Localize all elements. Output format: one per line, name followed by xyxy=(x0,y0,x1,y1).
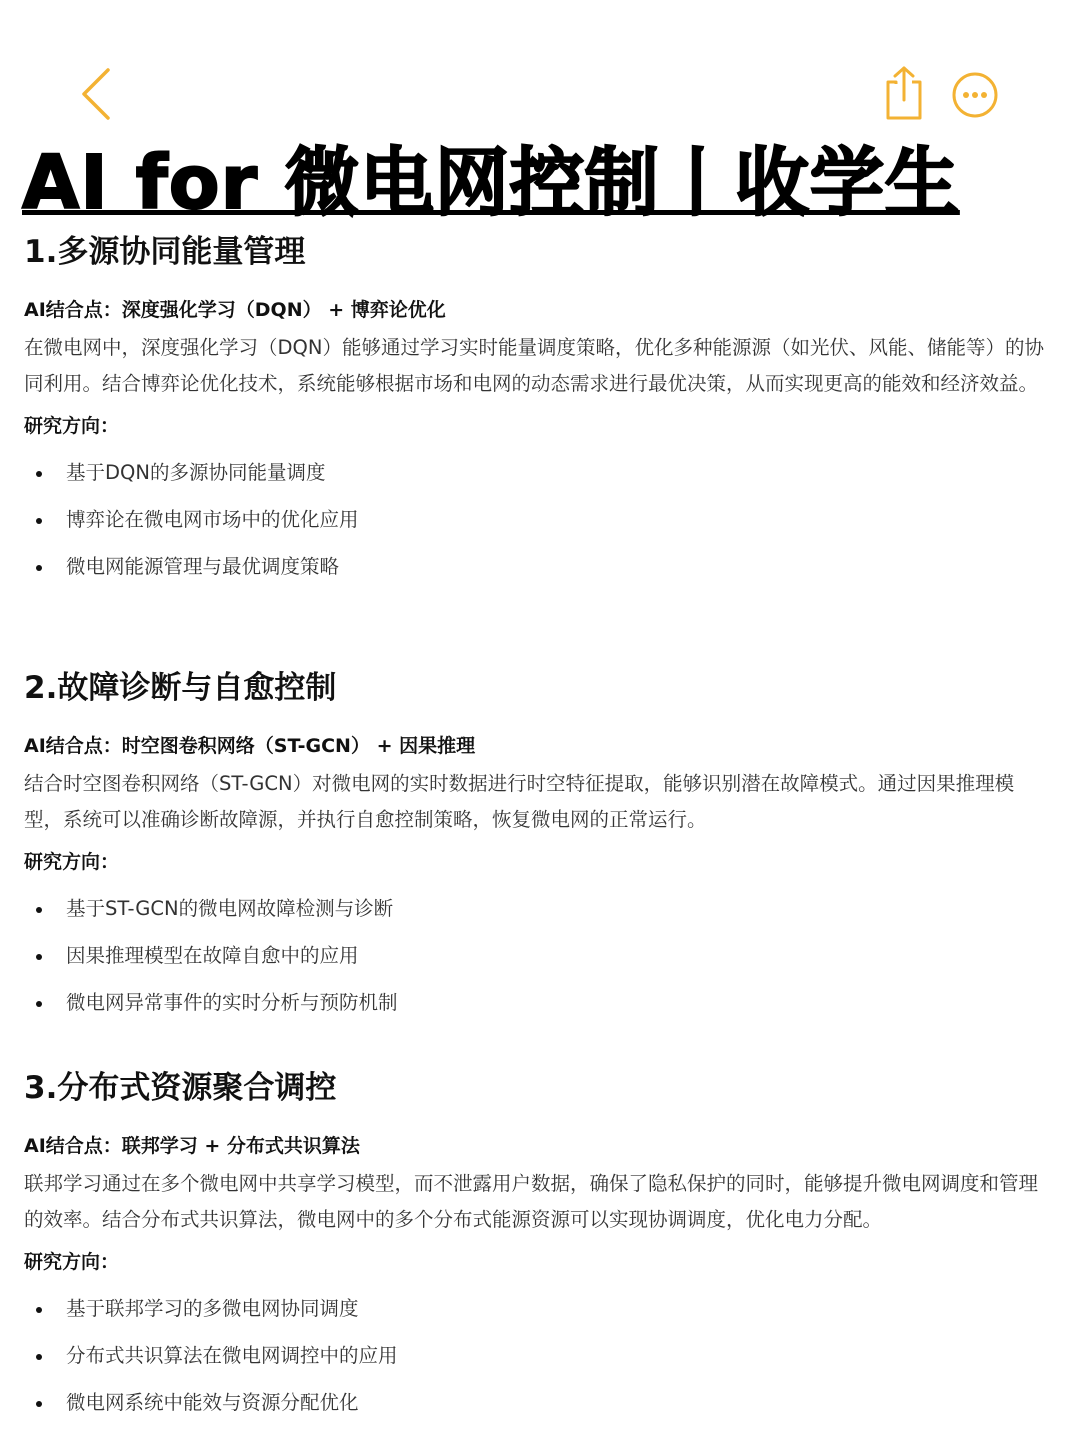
ai-point: AI结合点：深度强化学习（DQN） + 博弈论优化 xyxy=(24,299,446,321)
section-title: 3.分布式资源聚合调控 xyxy=(24,1070,337,1106)
list-item xyxy=(24,553,1044,600)
list-item-text: 因果推理模型在故障自愈中的应用 xyxy=(66,944,359,967)
list-item-text: 分布式共识算法在微电网调控中的应用 xyxy=(66,1344,398,1367)
section-distributed-resources xyxy=(24,1068,1044,1436)
ai-point: AI结合点：联邦学习 + 分布式共识算法 xyxy=(24,1135,360,1157)
bullet-dot xyxy=(36,471,42,477)
section-title: 2.故障诊断与自愈控制 xyxy=(24,670,337,706)
section-fault-diagnosis xyxy=(24,668,1044,1036)
back-button[interactable] xyxy=(72,62,128,126)
list-item xyxy=(24,459,1044,506)
page-title: AI for 微电网控制丨收学生 xyxy=(22,140,960,226)
bullet-dot xyxy=(36,518,42,524)
bullet-dot xyxy=(36,1401,42,1407)
list-item xyxy=(24,895,1044,942)
section-description: 在微电网中，深度强化学习（DQN）能够通过学习实时能量调度策略，优化多种能源源（如光伏、风能、储能等）的协同利用。结合博弈论优化技术，系统能够根据市场和电网的动态需求进行最优决策，从而实现更高的能效和经济效益。 xyxy=(24,336,1044,395)
section-description: 结合时空图卷积网络（ST-GCN）对微电网的实时数据进行时空特征提取，能够识别潜在故障模式。通过因果推理模型，系统可以准确诊断故障源，并执行自愈控制策略，恢复微电网的正常运行。 xyxy=(24,772,1015,831)
list-item xyxy=(24,1389,1044,1436)
list-item-text: 微电网系统中能效与资源分配优化 xyxy=(66,1391,359,1414)
more-button[interactable] xyxy=(950,70,1000,120)
bullet-dot xyxy=(36,1354,42,1360)
top-toolbar xyxy=(0,0,1080,140)
list-item-text: 微电网能源管理与最优调度策略 xyxy=(66,555,340,578)
list-item xyxy=(24,506,1044,553)
list-item xyxy=(24,989,1044,1036)
directions-list xyxy=(24,459,1044,600)
list-item xyxy=(24,1295,1044,1342)
chevron-left-icon xyxy=(72,62,128,126)
share-button[interactable] xyxy=(880,64,928,124)
section-multi-source-energy xyxy=(24,232,1044,600)
bullet-dot xyxy=(36,565,42,571)
section-description: 联邦学习通过在多个微电网中共享学习模型，而不泄露用户数据，确保了隐私保护的同时，能够提升微电网调度和管理的效率。结合分布式共识算法，微电网中的多个分布式能源资源可以实现协调调度，优化电力分配。 xyxy=(24,1172,1039,1231)
list-item-text: 博弈论在微电网市场中的优化应用 xyxy=(66,508,359,531)
directions-list xyxy=(24,895,1044,1036)
more-icon xyxy=(950,70,1000,120)
ai-point: AI结合点：时空图卷积网络（ST-GCN） + 因果推理 xyxy=(24,735,476,757)
directions-label: 研究方向： xyxy=(24,851,120,873)
list-item-text: 基于联邦学习的多微电网协同调度 xyxy=(66,1297,359,1320)
list-item-text: 基于DQN的多源协同能量调度 xyxy=(66,461,326,484)
list-item xyxy=(24,942,1044,989)
directions-list xyxy=(24,1295,1044,1436)
directions-label: 研究方向： xyxy=(24,415,120,437)
list-item-text: 基于ST-GCN的微电网故障检测与诊断 xyxy=(66,897,394,920)
bullet-dot xyxy=(36,1001,42,1007)
section-title: 1.多源协同能量管理 xyxy=(24,234,306,270)
bullet-dot xyxy=(36,954,42,960)
share-icon xyxy=(880,64,928,124)
list-item xyxy=(24,1342,1044,1389)
bullet-dot xyxy=(36,907,42,913)
bullet-dot xyxy=(36,1307,42,1313)
list-item-text: 微电网异常事件的实时分析与预防机制 xyxy=(66,991,398,1014)
directions-label: 研究方向： xyxy=(24,1251,120,1273)
